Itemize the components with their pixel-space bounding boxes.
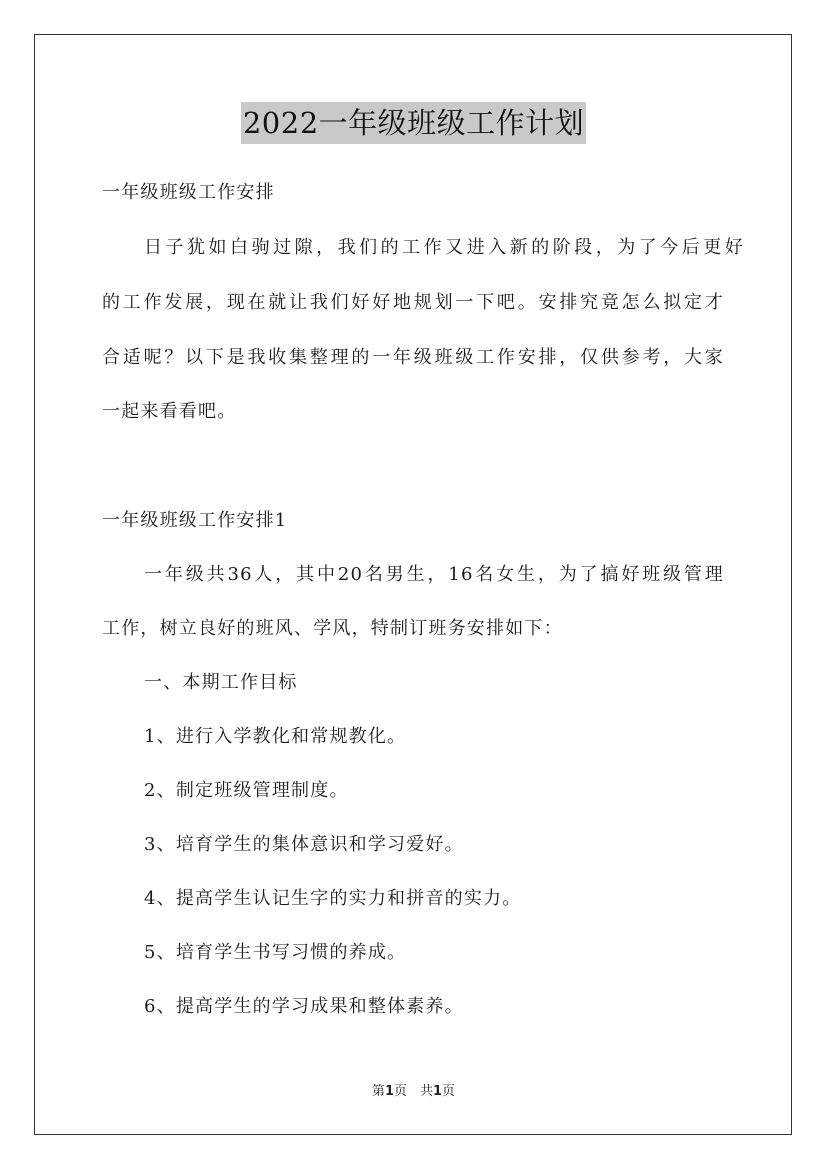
plan-intro-line-2: 工作，树立良好的班风、学风，特制订班务安排如下：	[102, 618, 563, 639]
goal-item-6: 6、提高学生的学习成果和整体素养。	[144, 996, 464, 1017]
section-heading: 一年级班级工作安排	[102, 182, 275, 203]
document-title: 2022一年级班级工作计划	[241, 102, 586, 144]
goals-heading: 一、本期工作目标	[144, 672, 298, 693]
goal-item-2: 2、制定班级管理制度。	[144, 780, 349, 801]
intro-line-3: 合适呢？以下是我收集整理的一年级班级工作安排，仅供参考，大家	[102, 347, 724, 368]
footer-suffix: 页	[442, 1084, 456, 1099]
goal-item-4: 4、提高学生认记生字的实力和拼音的实力。	[144, 888, 522, 909]
total-pages-number: 1	[433, 1084, 443, 1099]
goal-item-1: 1、进行入学教化和常规教化。	[144, 726, 407, 747]
intro-line-4: 一起来看看吧。	[102, 401, 237, 422]
title-container	[0, 102, 827, 144]
footer-mid: 页 共	[393, 1084, 433, 1099]
page-footer	[0, 1082, 827, 1102]
goal-item-3: 3、培育学生的集体意识和学习爱好。	[144, 834, 464, 855]
footer-prefix: 第	[371, 1084, 385, 1099]
goal-item-5: 5、培育学生书写习惯的养成。	[144, 942, 407, 963]
current-page-number: 1	[384, 1084, 394, 1099]
intro-line-2: 的工作发展，现在就让我们好好地规划一下吧。安排究竟怎么拟定才	[102, 292, 724, 313]
plan-intro-line-1: 一年级共36人，其中20名男生，16名女生，为了搞好班级管理	[144, 564, 724, 585]
intro-line-1: 日子犹如白驹过隙，我们的工作又进入新的阶段，为了今后更好	[144, 237, 744, 258]
plan-heading: 一年级班级工作安排1	[102, 510, 288, 531]
